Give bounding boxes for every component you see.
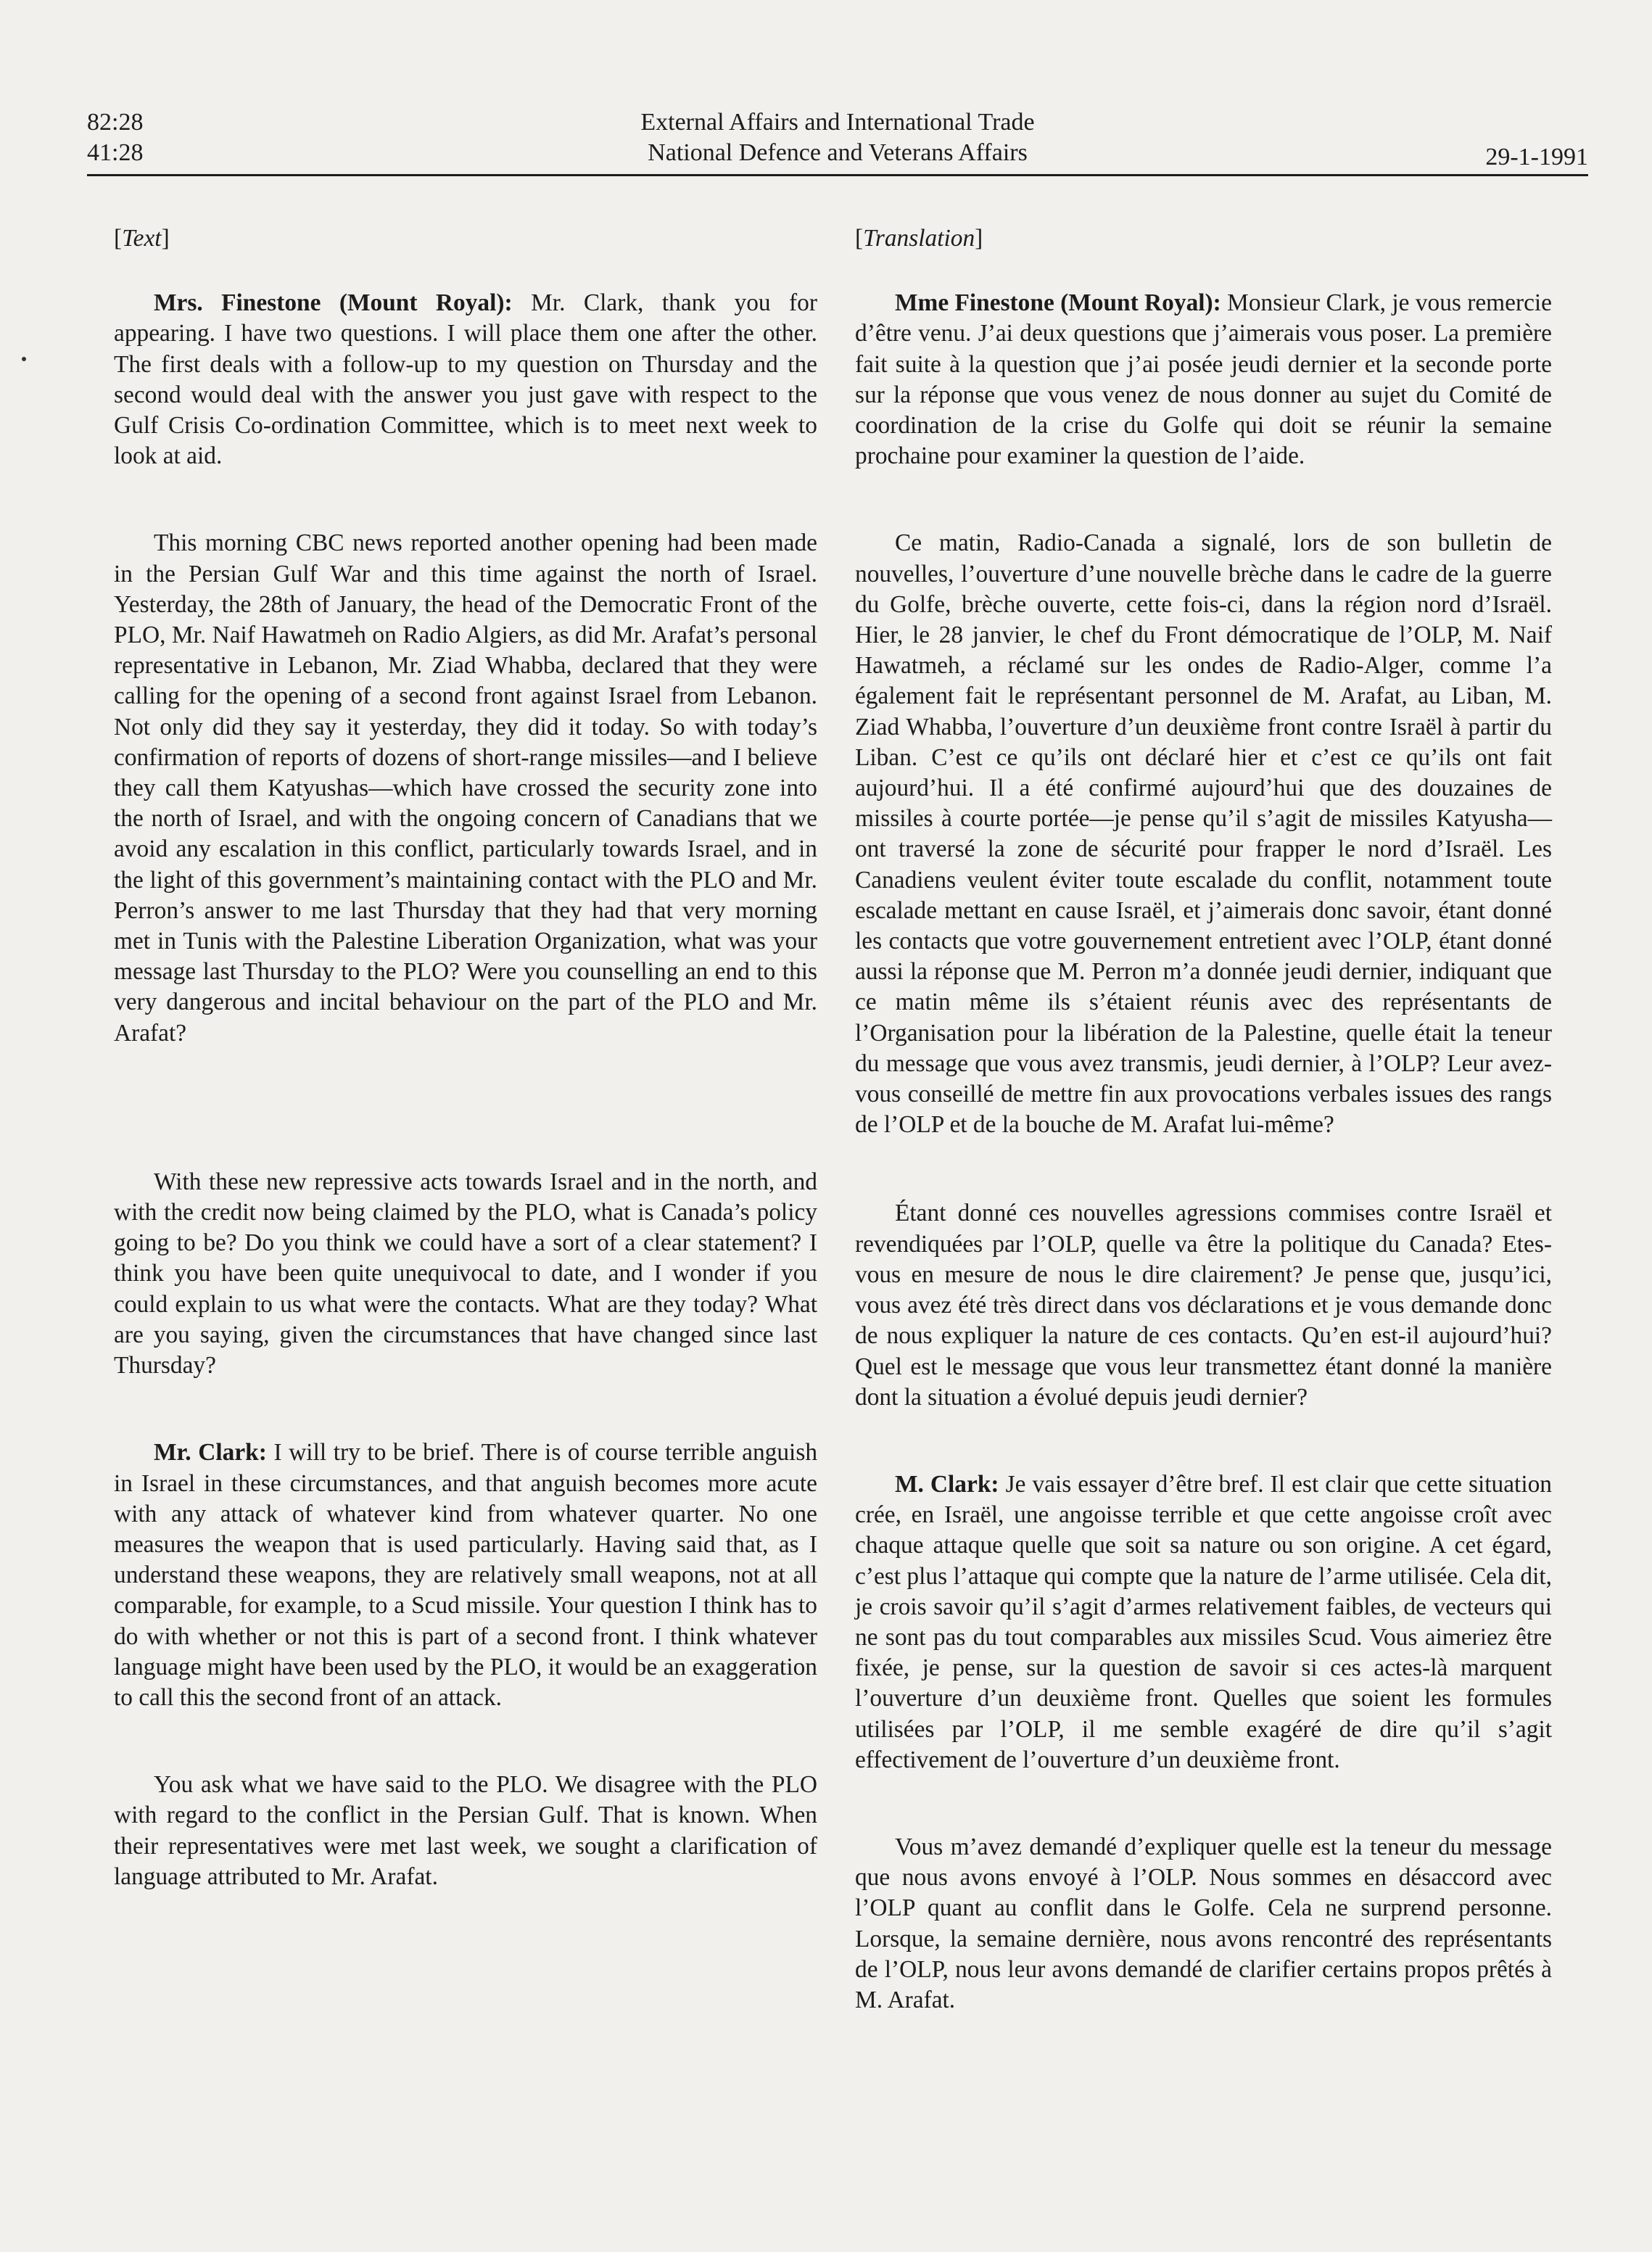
speaker-name: Mme Finestone (Mount Royal): xyxy=(895,289,1221,317)
paragraph xyxy=(855,1832,1552,2016)
committee-title-top: External Affairs and International Trade xyxy=(640,109,1035,136)
paragraph xyxy=(855,288,1552,471)
paragraph xyxy=(855,1198,1552,1412)
page-number-bottom: 41:28 xyxy=(87,139,144,166)
paragraph-text: This morning CBC news reported another opening had been made in the Persian Gulf War and this time against the north of Israel. Yesterday, the 28th of January, the head of the Democratic Front of the PLO, Mr. Naif Hawatmeh on Radio Algiers, as did Mr. Arafat’s personal representative in Lebanon, Mr. Ziad Whabba, declared that they were calling for the opening of a second front against Israel from Lebanon. Not only did they say it yesterday, they did it today. So with today’s confirmation of reports of dozens of short-range missiles—and I believe they call them Katyushas—which have crossed the security zone into the north of Israel, and with the ongoing concern of Canadians that we avoid any escalation in this conflict, particularly towards Israel, and in the light of this government’s maintaining contact with the PLO and Mr. Perron’s answer to me last Thursday that they had that very morning met in Tunis with the Palestine Liberation Organization, what was your message last Thursday to the PLO? Were you counselling an end to this very dangerous and incital behaviour on the part of the PLO and Mr. Arafat? xyxy=(114,529,817,1047)
header-date: 29-1-1991 xyxy=(1485,144,1588,170)
paragraph-text: Mr. Clark, thank you for appearing. I have two questions. I will place them one after the other. The first deals with a follow-up to my question on Thursday and the second would deal with the answer you just gave with respect to the Gulf Crisis Co-ordination Committee, which is to meet next week to look at aid. xyxy=(114,289,817,470)
paragraph xyxy=(855,528,1552,1140)
text-tag: [Text] xyxy=(114,225,170,252)
speaker-name: Mr. Clark: xyxy=(154,1439,267,1467)
committee-title-bottom: National Defence and Veterans Affairs xyxy=(648,139,1028,166)
speaker-name: Mrs. Finestone (Mount Royal): xyxy=(154,289,513,317)
paragraph xyxy=(114,1167,817,1381)
paragraph-text: I will try to be brief. There is of course terrible anguish in Israel in these circumstances, and that anguish becomes more acute with any attack of whatever kind from whatever quarter. No one measures the weapon that is used particularly. Having said that, as I understand these weapons, they are relatively small weapons, not at all comparable, for example, to a Scud missile. Your question I think has to do with whether or not this is part of a second front. I think whatever language might have been used by the PLO, it would be an exaggeration to call this the second front of an attack. xyxy=(114,1439,818,1711)
page-number-top: 82:28 xyxy=(87,109,144,136)
paragraph-text: You ask what we have said to the PLO. We disagree with the PLO with regard to the conflict in the Persian Gulf. That is known. When their representatives were met last week, we sought a clarification of language attributed to Mr. Arafat. xyxy=(114,1771,817,1890)
header-rule xyxy=(87,174,1588,176)
paragraph xyxy=(114,1438,817,1713)
english-column xyxy=(114,223,817,1892)
paragraph-text: Ce matin, Radio-Canada a signalé, lors de son bulletin de nouvelles, l’ouverture d’une nouvelle brèche dans le cadre de la guerre du Golfe, brèche ouverte, cette fois-ci, dans la région nord d’Israël. Hier, le 28 janvier, le chef du Front démocratique de l’OLP, M. Naif Hawatmeh, a réclamé sur les ondes de Radio-Alger, comme l’a également fait le représentant personnel de M. Arafat, au Liban, M. Ziad Whabba, l’ouverture d’un deuxième front contre Israël à partir du Liban. C’est ce qu’ils ont déclaré hier et c’est ce qu’ils ont fait aujourd’hui. Il a été confirmé aujourd’hui que des douzaines de missiles à courte portée—je pense qu’il s’agit de missiles Katyusha—ont traversé la zone de sécurité pour frapper le nord d’Israël. Les Canadiens veulent éviter toute escalade du conflit, notamment toute escalade mettant en cause Israël, et j’aimerais donc savoir, étant donné les contacts que votre gouvernement entretient avec l’OLP, étant donné aussi la réponse que M. Perron m’a donnée jeudi dernier, indiquant que ce matin même ils s’étaient réunis avec des représentants de l’Organisation pour la libération de la Palestine, quelle était la teneur du message que vous avez transmis, jeudi dernier, à l’OLP? Leur avez-vous conseillé de mettre fin aux provocations verbales issues des rangs de l’OLP et de la bouche de M. Arafat lui-même? xyxy=(855,529,1552,1139)
margin-dot xyxy=(22,357,26,361)
paragraph-text: Étant donné ces nouvelles agressions commises contre Israël et revendiquées par l’OLP, quelle va être la politique du Canada? Etes-vous en mesure de nous le dire clairement? Je pense que, jusqu’ici, vous avez été très direct dans vos déclarations et je vous demande donc de nous expliquer la nature de ces contacts. Qu’en est-il aujourd’hui? Quel est le message que vous leur transmettez étant donné la manière dont la situation a évolué depuis jeudi dernier? xyxy=(855,1200,1552,1411)
page-header xyxy=(87,107,1588,177)
paragraph xyxy=(114,288,817,471)
paragraph xyxy=(114,1770,817,1892)
paragraph xyxy=(855,1469,1552,1775)
speaker-name: M. Clark: xyxy=(895,1470,999,1498)
translation-tag: [Translation] xyxy=(855,225,983,252)
paragraph-text: Monsieur Clark, je vous remercie d’être venu. J’ai deux questions que j’aimerais vous poser. La première fait suite à la question que j’ai posée jeudi dernier et la seconde porte sur la réponse que vous venez de nous donner au sujet du Comité de coordination de la crise du Golfe qui doit se réunir la semaine prochaine pour examiner la question de l’aide. xyxy=(855,289,1553,470)
paragraph-text: With these new repressive acts towards Israel and in the north, and with the credit now being claimed by the PLO, what is Canada’s policy going to be? Do you think we could have a sort of a clear statement? I think you have been quite unequivocal to date, and I wonder if you could explain to us what were the contacts. What are they today? What are you saying, given the circumstances that have changed since last Thursday? xyxy=(114,1168,817,1379)
paragraph-text: Vous m’avez demandé d’expliquer quelle est la teneur du message que nous avons envoyé à l’OLP. Nous sommes en désaccord avec l’OLP quant au conflit dans le Golfe. Cela ne surprend personne. Lorsque, la semaine dernière, nous avons rencontré des représentants de l’OLP, nous leur avons demandé de clarifier certains propos prêtés à M. Arafat. xyxy=(855,1833,1552,2013)
paragraph-text: Je vais essayer d’être bref. Il est clair que cette situation crée, en Israël, une angoisse terrible et que cette angoisse croît avec chaque attaque quelle que soit sa nature ou son origine. A cet égard, c’est plus l’attaque qui compte que la nature de l’arme utilisée. Cela dit, je crois savoir qu’il s’agit d’armes relativement faibles, de vecteurs qui ne sont pas du tout comparables aux missiles Scud. Vous aimeriez être fixée, je pense, sur la question de savoir si ces actes-là marquent l’ouverture d’un deuxième front. Quelles que soient les formules utilisées par l’OLP, il me semble exagéré de dire qu’il s’agit effectivement de l’ouverture d’un deuxième front. xyxy=(855,1470,1552,1773)
french-column xyxy=(855,223,1552,2016)
paragraph xyxy=(114,528,817,1048)
